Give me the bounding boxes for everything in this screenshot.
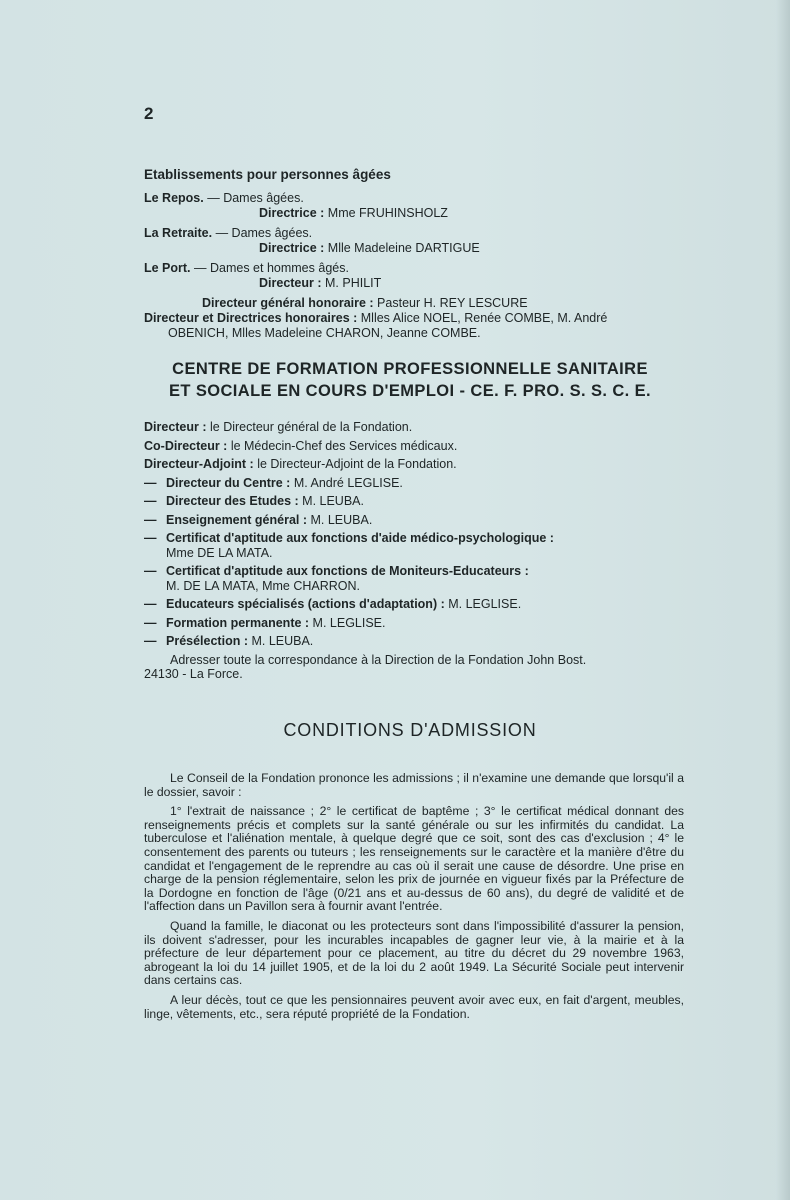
staff-label: Co-Directeur : [144,438,228,453]
honoraire-line [144,296,684,311]
staff-value: M. LEUBA. [307,512,373,527]
conditions-paragraph: Le Conseil de la Fondation prononce les admissions ; il n'examine une demande que lorsqu'il a le dossier, savoir : [144,771,684,799]
centre-staff-section [144,420,684,682]
honoraires-label: Directeur et Directrices honoraires : [144,311,358,325]
staff-line [144,457,684,472]
list-dash: — [144,531,157,545]
staff-line [144,531,684,560]
staff-value: M. DE LA MATA, Mme CHARRON. [166,578,361,593]
list-dash: — [144,615,157,630]
staff-value: M. André LEGLISE. [290,475,403,490]
staff-label: Directeur des Etudes : [166,494,299,508]
staff-value: le Médecin-Chef des Services médicaux. [227,438,458,453]
conditions-body [144,772,684,1027]
correspondance-note: Adresser toute la correspondance à la Direction de la Fondation John Bost. [170,652,587,667]
list-dash: — [144,512,157,527]
etablissement-role: Directrice : [259,206,325,220]
etablissement-role: Directrice : [259,241,325,255]
conditions-paragraph: 1° l'extrait de naissance ; 2° le certificat de baptême ; 3° le certificat médical donnant des renseignements précis et complets sur la santé générale ou sur les infirmités du candidat. La tuberculose et l'aliénation mentale, à quelque degré que ce soit, sont des cas d'exclusion ; 4° le consentement des parents ou tuteurs ; les renseignements sur le caractère et la manière d'être du candidat et l'engagement de le reprendre au cas où il serait une cause de désordre. Une prise en charge de la pension réglementaire, selon les prix de journée en vigueur fixés par la Préfecture de la Dordogne en fonction de l'âge (0/21 ans et au-dessus de 60 ans), du degré de validité et de l'affection dans un Pavillon sera à fournir avant l'entrée. [144,804,684,914]
staff-line [144,616,684,631]
etablissements-section [144,167,684,341]
honoraires-value: Mlles Alice NOEL, Renée COMBE, M. André [357,311,608,325]
centre-title-line1: CENTRE DE FORMATION PROFESSIONNELLE SANITAIRE [172,360,648,378]
conditions-paragraph: Quand la famille, le diaconat ou les protecteurs sont dans l'impossibilité d'assurer la pension, ils doivent s'adresser, pour les incurables incapables de gagner leur vie, à la mairie et à la préfecture de leur département pour ce placement, au titre du décret du 29 novembre 1963, abrogeant la loi du 14 juillet 1905, et de la loi du 2 août 1949. La Sécurité Sociale peut intervenir dans certains cas. [144,918,684,988]
staff-value: M. LEGLISE. [444,597,522,611]
honoraires-line [144,311,684,326]
conditions-title: CONDITIONS D'ADMISSION [283,720,537,740]
etablissement-desc: — Dames âgées. [212,226,313,240]
page-fold-shadow [776,0,790,1200]
staff-label: Enseignement général : [166,512,308,527]
correspondance-address: 24130 - La Force. [144,667,243,681]
staff-label: Formation permanente : [166,615,310,630]
staff-line [144,420,684,435]
honoraires-line-continued: OBENICH, Mlles Madeleine CHARON, Jeanne COMBE. [168,326,481,340]
honoraire-label: Directeur général honoraire : [202,296,374,310]
staff-line [144,564,684,593]
etablissement-name: Le Port. [144,261,191,275]
conditions-paragraph: A leur décès, tout ce que les pensionnaires peuvent avoir avec eux, en fait d'argent, meubles, linge, vêtements, etc., sera réputé propriété de la Fondation. [144,992,684,1021]
staff-line [144,494,684,509]
centre-title-line2: ET SOCIALE EN COURS D'EMPLOI - CE. F. PRO. S. S. C. E. [168,382,652,400]
staff-value: M. LEGLISE. [309,615,386,630]
staff-line [144,476,684,491]
centre-title [150,358,670,402]
staff-label: Directeur du Centre : [166,475,291,490]
staff-label: Présélection : [166,634,248,648]
staff-line [144,439,684,454]
staff-label: Certificat d'aptitude aux fonctions d'aide médico-psychologique : [166,531,554,545]
staff-line [144,513,684,528]
etablissement-person: Mme FRUHINSHOLZ [324,206,448,220]
staff-value: le Directeur-Adjoint de la Fondation. [253,457,457,471]
etablissement-name: La Retraite. [144,226,213,240]
staff-value: Mme DE LA MATA. [166,545,273,560]
etablissement-person: Mlle Madeleine DARTIGUE [324,241,480,255]
staff-line [144,597,684,612]
etablissement-item [144,261,684,291]
etablissement-desc: — Dames âgées. [203,191,304,205]
list-dash: — [144,597,157,611]
staff-value: M. LEUBA. [247,634,314,648]
list-dash: — [144,564,157,578]
etablissement-person: M. PHILIT [321,276,382,290]
staff-label: Directeur : [144,420,207,434]
page-number: 2 [144,104,154,123]
list-dash: — [144,634,157,648]
etablissement-desc: — Dames et hommes âgés. [190,261,349,275]
staff-label: Directeur-Adjoint : [144,457,254,471]
etablissement-item [144,226,684,256]
etablissements-heading: Etablissements pour personnes âgées [144,167,391,182]
etablissement-item [144,191,684,221]
etablissement-name: Le Repos. [144,191,204,205]
staff-line [144,634,684,649]
staff-value: M. LEUBA. [298,494,364,508]
list-dash: — [144,475,157,490]
etablissement-role: Directeur : [259,276,322,290]
staff-label: Certificat d'aptitude aux fonctions de Moniteurs-Educateurs : [166,564,529,578]
honoraire-value: Pasteur H. REY LESCURE [373,296,528,310]
staff-label: Educateurs spécialisés (actions d'adaptation) : [166,597,445,611]
staff-value: le Directeur général de la Fondation. [206,420,413,434]
list-dash: — [144,494,157,508]
